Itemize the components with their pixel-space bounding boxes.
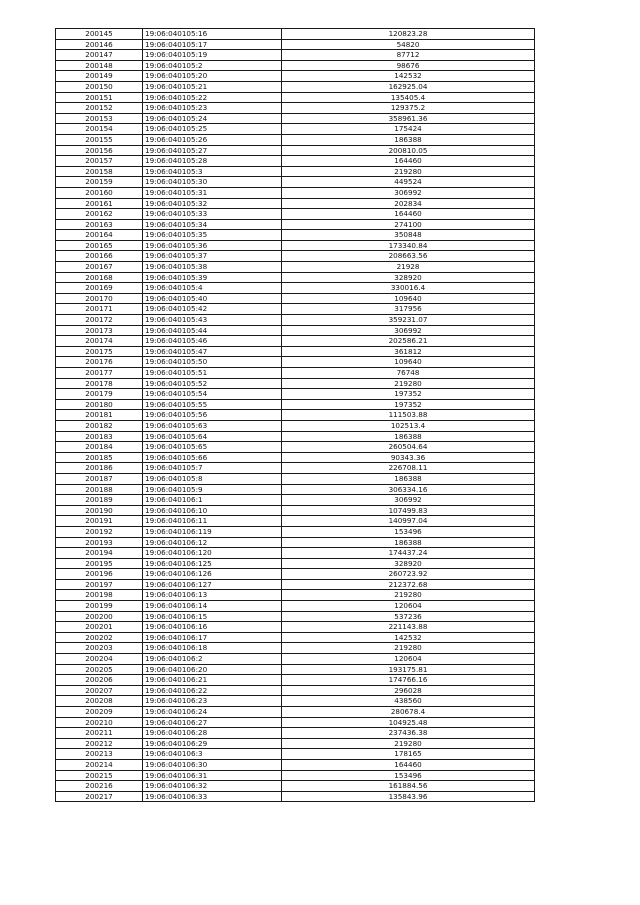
amount-cell: 161884.56 [282,781,535,792]
record-number-cell: 200201 [56,622,143,633]
cadastral-number-cell: 19:06:040105:32 [143,198,282,209]
data-table [55,28,535,802]
amount-cell: 109640 [282,357,535,368]
table-row [56,622,535,633]
table-row [56,230,535,241]
table-row [56,219,535,230]
amount-cell: 109640 [282,293,535,304]
cadastral-number-cell: 19:06:040105:52 [143,378,282,389]
record-number-cell: 200182 [56,420,143,431]
amount-cell: 306992 [282,187,535,198]
record-number-cell: 200206 [56,675,143,686]
amount-cell: 21928 [282,262,535,273]
amount-cell: 76748 [282,368,535,379]
amount-cell: 197352 [282,399,535,410]
cadastral-number-cell: 19:06:040105:64 [143,431,282,442]
table-row [56,463,535,474]
cadastral-number-cell: 19:06:040106:18 [143,643,282,654]
table-row [56,643,535,654]
table-row [56,484,535,495]
table-row [56,177,535,188]
record-number-cell: 200177 [56,368,143,379]
table-row [56,431,535,442]
table-row [56,357,535,368]
amount-cell: 280678.4 [282,707,535,718]
table-row [56,738,535,749]
amount-cell: 328920 [282,558,535,569]
table-row [56,442,535,453]
record-number-cell: 200156 [56,145,143,156]
amount-cell: 226708.11 [282,463,535,474]
table-row [56,537,535,548]
cadastral-number-cell: 19:06:040105:37 [143,251,282,262]
record-number-cell: 200151 [56,92,143,103]
record-number-cell: 200213 [56,749,143,760]
record-number-cell: 200176 [56,357,143,368]
record-number-cell: 200198 [56,590,143,601]
cadastral-number-cell: 19:06:040105:55 [143,399,282,410]
amount-cell: 129375.2 [282,103,535,114]
amount-cell: 317956 [282,304,535,315]
cadastral-number-cell: 19:06:040105:23 [143,103,282,114]
cadastral-number-cell: 19:06:040106:28 [143,728,282,739]
cadastral-number-cell: 19:06:040106:12 [143,537,282,548]
record-number-cell: 200180 [56,399,143,410]
table-row [56,781,535,792]
record-number-cell: 200211 [56,728,143,739]
cadastral-number-cell: 19:06:040106:11 [143,516,282,527]
amount-cell: 135405.4 [282,92,535,103]
table-row [56,526,535,537]
record-number-cell: 200157 [56,156,143,167]
amount-cell: 162925.04 [282,81,535,92]
amount-cell: 111503.88 [282,410,535,421]
table-row [56,81,535,92]
table-row [56,664,535,675]
cadastral-number-cell: 19:06:040106:119 [143,526,282,537]
amount-cell: 174766.16 [282,675,535,686]
cadastral-number-cell: 19:06:040106:17 [143,632,282,643]
amount-cell: 306334.16 [282,484,535,495]
record-number-cell: 200194 [56,548,143,559]
table-row [56,368,535,379]
amount-cell: 306992 [282,325,535,336]
record-number-cell: 200184 [56,442,143,453]
cadastral-number-cell: 19:06:040105:9 [143,484,282,495]
table-row [56,60,535,71]
table-row [56,29,535,40]
table-row [56,759,535,770]
record-number-cell: 200163 [56,219,143,230]
table-row [56,654,535,665]
cadastral-number-cell: 19:06:040105:3 [143,166,282,177]
record-number-cell: 200160 [56,187,143,198]
cadastral-number-cell: 19:06:040106:3 [143,749,282,760]
record-number-cell: 200200 [56,611,143,622]
cadastral-number-cell: 19:06:040106:127 [143,579,282,590]
record-number-cell: 200212 [56,738,143,749]
table-row [56,495,535,506]
record-number-cell: 200171 [56,304,143,315]
cadastral-number-cell: 19:06:040105:20 [143,71,282,82]
table-row [56,251,535,262]
amount-cell: 140997.04 [282,516,535,527]
cadastral-number-cell: 19:06:040106:2 [143,654,282,665]
cadastral-number-cell: 19:06:040105:21 [143,81,282,92]
amount-cell: 186388 [282,537,535,548]
record-number-cell: 200199 [56,601,143,612]
table-row [56,717,535,728]
record-number-cell: 200214 [56,759,143,770]
amount-cell: 328920 [282,272,535,283]
cadastral-number-cell: 19:06:040105:19 [143,50,282,61]
record-number-cell: 200197 [56,579,143,590]
record-number-cell: 200210 [56,717,143,728]
record-number-cell: 200179 [56,389,143,400]
cadastral-number-cell: 19:06:040106:33 [143,791,282,802]
table-row [56,378,535,389]
cadastral-number-cell: 19:06:040105:16 [143,29,282,40]
cadastral-number-cell: 19:06:040106:22 [143,685,282,696]
cadastral-number-cell: 19:06:040105:31 [143,187,282,198]
record-number-cell: 200161 [56,198,143,209]
table-row [56,156,535,167]
cadastral-number-cell: 19:06:040106:29 [143,738,282,749]
cadastral-number-cell: 19:06:040106:10 [143,505,282,516]
amount-cell: 219280 [282,166,535,177]
amount-cell: 186388 [282,134,535,145]
table-row [56,124,535,135]
cadastral-number-cell: 19:06:040105:43 [143,315,282,326]
amount-cell: 260723.92 [282,569,535,580]
cadastral-number-cell: 19:06:040105:25 [143,124,282,135]
record-number-cell: 200155 [56,134,143,145]
cadastral-number-cell: 19:06:040105:40 [143,293,282,304]
amount-cell: 178165 [282,749,535,760]
cadastral-number-cell: 19:06:040105:8 [143,473,282,484]
record-number-cell: 200204 [56,654,143,665]
amount-cell: 175424 [282,124,535,135]
record-number-cell: 200173 [56,325,143,336]
table-row [56,92,535,103]
cadastral-number-cell: 19:06:040106:120 [143,548,282,559]
cadastral-number-cell: 19:06:040106:15 [143,611,282,622]
cadastral-number-cell: 19:06:040105:2 [143,60,282,71]
record-number-cell: 200190 [56,505,143,516]
cadastral-number-cell: 19:06:040105:50 [143,357,282,368]
record-number-cell: 200181 [56,410,143,421]
amount-cell: 330016.4 [282,283,535,294]
table-row [56,579,535,590]
amount-cell: 107499.83 [282,505,535,516]
table-row [56,103,535,114]
record-number-cell: 200150 [56,81,143,92]
record-number-cell: 200192 [56,526,143,537]
amount-cell: 361812 [282,346,535,357]
amount-cell: 186388 [282,431,535,442]
record-number-cell: 200195 [56,558,143,569]
table-row [56,707,535,718]
record-number-cell: 200168 [56,272,143,283]
table-row [56,283,535,294]
cadastral-number-cell: 19:06:040106:16 [143,622,282,633]
record-number-cell: 200172 [56,315,143,326]
table-row [56,770,535,781]
amount-cell: 193175.81 [282,664,535,675]
table-row [56,262,535,273]
table-row [56,685,535,696]
amount-cell: 212372.68 [282,579,535,590]
table-row [56,304,535,315]
cadastral-number-cell: 19:06:040105:46 [143,336,282,347]
record-number-cell: 200154 [56,124,143,135]
amount-cell: 221143.88 [282,622,535,633]
table-row [56,791,535,802]
amount-cell: 164460 [282,209,535,220]
table-row [56,209,535,220]
record-number-cell: 200174 [56,336,143,347]
amount-cell: 219280 [282,378,535,389]
record-number-cell: 200169 [56,283,143,294]
table-row [56,569,535,580]
table-row [56,632,535,643]
cadastral-number-cell: 19:06:040105:27 [143,145,282,156]
cadastral-number-cell: 19:06:040105:26 [143,134,282,145]
amount-cell: 449524 [282,177,535,188]
record-number-cell: 200202 [56,632,143,643]
record-number-cell: 200167 [56,262,143,273]
amount-cell: 142532 [282,71,535,82]
cadastral-number-cell: 19:06:040105:51 [143,368,282,379]
amount-cell: 208663.56 [282,251,535,262]
cadastral-number-cell: 19:06:040106:27 [143,717,282,728]
record-number-cell: 200178 [56,378,143,389]
table-row [56,473,535,484]
amount-cell: 174437.24 [282,548,535,559]
record-number-cell: 200164 [56,230,143,241]
record-number-cell: 200149 [56,71,143,82]
cadastral-number-cell: 19:06:040105:39 [143,272,282,283]
amount-cell: 98676 [282,60,535,71]
cadastral-number-cell: 19:06:040106:126 [143,569,282,580]
table-row [56,272,535,283]
amount-cell: 306992 [282,495,535,506]
record-number-cell: 200148 [56,60,143,71]
cadastral-number-cell: 19:06:040105:24 [143,113,282,124]
table-row [56,728,535,739]
amount-cell: 359231.07 [282,315,535,326]
table-row [56,696,535,707]
cadastral-number-cell: 19:06:040106:1 [143,495,282,506]
cadastral-number-cell: 19:06:040106:30 [143,759,282,770]
cadastral-number-cell: 19:06:040105:47 [143,346,282,357]
amount-cell: 202586.21 [282,336,535,347]
cadastral-number-cell: 19:06:040105:65 [143,442,282,453]
record-number-cell: 200186 [56,463,143,474]
table-row [56,166,535,177]
record-number-cell: 200183 [56,431,143,442]
record-number-cell: 200203 [56,643,143,654]
record-number-cell: 200188 [56,484,143,495]
amount-cell: 120604 [282,601,535,612]
table-row [56,346,535,357]
cadastral-number-cell: 19:06:040105:34 [143,219,282,230]
record-number-cell: 200185 [56,452,143,463]
table-row [56,590,535,601]
record-number-cell: 200187 [56,473,143,484]
amount-cell: 350848 [282,230,535,241]
record-number-cell: 200170 [56,293,143,304]
amount-cell: 135843.96 [282,791,535,802]
table-row [56,325,535,336]
cadastral-number-cell: 19:06:040105:38 [143,262,282,273]
record-number-cell: 200153 [56,113,143,124]
table-row [56,389,535,400]
record-number-cell: 200145 [56,29,143,40]
amount-cell: 102513.4 [282,420,535,431]
amount-cell: 153496 [282,770,535,781]
cadastral-number-cell: 19:06:040106:14 [143,601,282,612]
amount-cell: 358961.36 [282,113,535,124]
amount-cell: 296028 [282,685,535,696]
cadastral-number-cell: 19:06:040106:20 [143,664,282,675]
amount-cell: 173340.84 [282,240,535,251]
cadastral-number-cell: 19:06:040105:54 [143,389,282,400]
record-number-cell: 200191 [56,516,143,527]
cadastral-number-cell: 19:06:040106:31 [143,770,282,781]
amount-cell: 219280 [282,590,535,601]
record-number-cell: 200209 [56,707,143,718]
amount-cell: 87712 [282,50,535,61]
cadastral-number-cell: 19:06:040105:30 [143,177,282,188]
table-row [56,410,535,421]
amount-cell: 153496 [282,526,535,537]
cadastral-number-cell: 19:06:040105:33 [143,209,282,220]
record-number-cell: 200216 [56,781,143,792]
cadastral-number-cell: 19:06:040106:24 [143,707,282,718]
record-number-cell: 200165 [56,240,143,251]
record-number-cell: 200146 [56,39,143,50]
cadastral-number-cell: 19:06:040105:7 [143,463,282,474]
record-number-cell: 200205 [56,664,143,675]
amount-cell: 186388 [282,473,535,484]
amount-cell: 120823.28 [282,29,535,40]
table-row [56,336,535,347]
table-row [56,71,535,82]
cadastral-number-cell: 19:06:040105:66 [143,452,282,463]
table-row [56,399,535,410]
cadastral-number-cell: 19:06:040106:125 [143,558,282,569]
table-row [56,50,535,61]
cadastral-number-cell: 19:06:040105:63 [143,420,282,431]
amount-cell: 202834 [282,198,535,209]
table-row [56,601,535,612]
table-row [56,113,535,124]
cadastral-number-cell: 19:06:040106:23 [143,696,282,707]
amount-cell: 219280 [282,643,535,654]
table-body [56,29,535,802]
cadastral-number-cell: 19:06:040105:36 [143,240,282,251]
record-number-cell: 200193 [56,537,143,548]
table-row [56,315,535,326]
record-number-cell: 200162 [56,209,143,220]
amount-cell: 537236 [282,611,535,622]
amount-cell: 104925.48 [282,717,535,728]
cadastral-number-cell: 19:06:040105:22 [143,92,282,103]
amount-cell: 120604 [282,654,535,665]
record-number-cell: 200217 [56,791,143,802]
table-row [56,548,535,559]
record-number-cell: 200196 [56,569,143,580]
record-number-cell: 200166 [56,251,143,262]
record-number-cell: 200159 [56,177,143,188]
amount-cell: 197352 [282,389,535,400]
record-number-cell: 200175 [56,346,143,357]
cadastral-number-cell: 19:06:040105:17 [143,39,282,50]
amount-cell: 237436.38 [282,728,535,739]
cadastral-number-cell: 19:06:040105:56 [143,410,282,421]
table-row [56,611,535,622]
table-row [56,39,535,50]
cadastral-number-cell: 19:06:040105:42 [143,304,282,315]
amount-cell: 54820 [282,39,535,50]
table-row [56,134,535,145]
table-row [56,675,535,686]
cadastral-number-cell: 19:06:040105:4 [143,283,282,294]
record-number-cell: 200152 [56,103,143,114]
table-row [56,505,535,516]
amount-cell: 200810.05 [282,145,535,156]
amount-cell: 274100 [282,219,535,230]
amount-cell: 142532 [282,632,535,643]
record-number-cell: 200158 [56,166,143,177]
cadastral-number-cell: 19:06:040105:35 [143,230,282,241]
amount-cell: 260504.64 [282,442,535,453]
table-row [56,240,535,251]
table-row [56,749,535,760]
table-row [56,516,535,527]
amount-cell: 219280 [282,738,535,749]
cadastral-number-cell: 19:06:040106:21 [143,675,282,686]
record-number-cell: 200207 [56,685,143,696]
table-row [56,187,535,198]
cadastral-number-cell: 19:06:040106:13 [143,590,282,601]
amount-cell: 438560 [282,696,535,707]
cadastral-number-cell: 19:06:040105:28 [143,156,282,167]
record-number-cell: 200208 [56,696,143,707]
amount-cell: 90343.36 [282,452,535,463]
amount-cell: 164460 [282,156,535,167]
table-row [56,452,535,463]
table-row [56,145,535,156]
amount-cell: 164460 [282,759,535,770]
record-number-cell: 200189 [56,495,143,506]
table-row [56,558,535,569]
cadastral-number-cell: 19:06:040105:44 [143,325,282,336]
record-number-cell: 200215 [56,770,143,781]
record-number-cell: 200147 [56,50,143,61]
cadastral-number-cell: 19:06:040106:32 [143,781,282,792]
table-row [56,420,535,431]
table-row [56,198,535,209]
table-row [56,293,535,304]
